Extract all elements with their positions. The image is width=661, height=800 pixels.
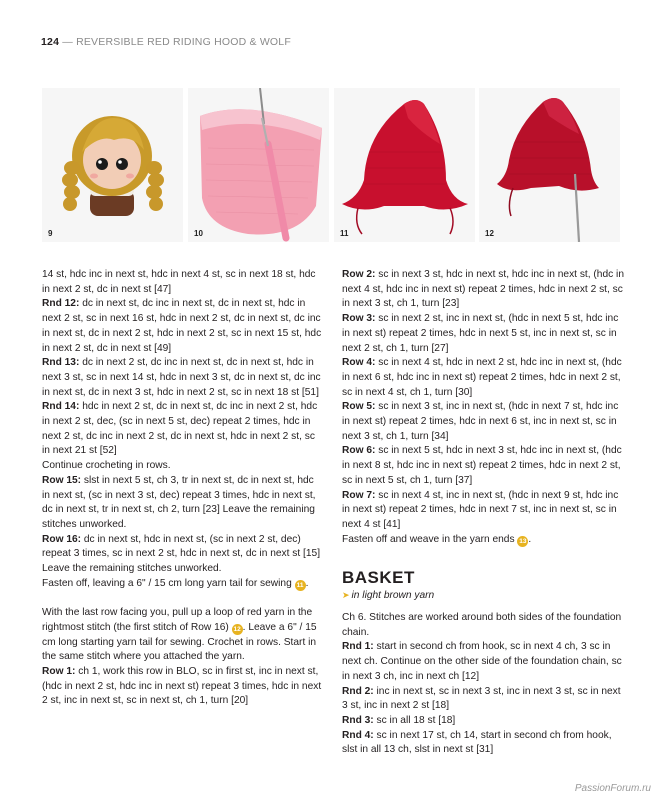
row-text: sc in all 18 st [18] <box>373 714 456 726</box>
row-label: Row 16: <box>42 533 82 545</box>
instruction-row-4 <box>342 356 624 400</box>
row-text: dc in next st, dc inc in next st, dc in next st, hdc in next 2 st, sc in next 16 st, hdc in next 2 st, dc in next st, dc inc in next st, dc in next 2 st, hdc in next 2 st, sc in next 15 st, hdc in next 2 st, dc in next st [49] <box>42 298 322 354</box>
instruction-row-3 <box>342 312 624 356</box>
section-heading-basket: BASKET <box>342 568 415 588</box>
instruction-basket-rnd-4 <box>342 729 624 758</box>
photo-number: 9 <box>48 229 53 238</box>
row-label: Rnd 1: <box>342 641 374 653</box>
instruction-row-7 <box>342 489 624 533</box>
paragraph: 14 st, hdc inc in next st, hdc in next 4 st, sc in next 18 st, hdc in next 2 st, dc in next st [47] <box>42 269 316 295</box>
row-text: ch 1, work this row in BLO, sc in first st, inc in next st, (hdc in next 2 st, hdc inc in next st) repeat 3 times, hdc in next 2 st, inc in next st, sc in next st, ch 1, turn [20] <box>42 665 322 707</box>
row-label: Rnd 13: <box>42 357 80 369</box>
right-column <box>342 268 624 758</box>
row-label: Rnd 14: <box>42 401 80 413</box>
row-label: Row 5: <box>342 401 376 413</box>
row-text: dc in next st, hdc in next st, (sc in next 2 st, dec) repeat 3 times, sc in next 2 st, hdc in next st, dc in next st [15] Leave the remaining stitches unworked. <box>42 533 321 575</box>
row-text: dc in next 2 st, dc inc in next st, dc in next st, hdc in next 3 st, sc in next 14 st, hdc in next 3 st, dc in next st, dc inc in next st, dc in next 3 st, hdc in next 2 st, sc in next 18 st [51] <box>42 357 321 398</box>
row-label: Rnd 2: <box>342 685 374 697</box>
row-text: sc in next 3 st, hdc in next st, hdc inc in next st, (hdc in next 4 st, hdc inc in next st) repeat 2 times, hdc in next 2 st, sc in next 3 st, ch 1, turn [23] <box>342 269 624 310</box>
section-subtitle <box>342 588 624 603</box>
row-text: hdc in next 2 st, dc in next st, dc inc in next 2 st, hdc in next 2 st, dec, (sc in next 5 st, dec) repeat 2 times, hdc in next 2 st, dc inc in next 2 st, dc in next st, hdc in next 2 st, sc in next 21 st [52] <box>42 401 318 457</box>
chapter-title: REVERSIBLE RED RIDING HOOD & WOLF <box>76 36 291 48</box>
instruction-basket-rnd-3 <box>342 714 624 729</box>
instruction-basket-rnd-2 <box>342 685 624 714</box>
row-label: Rnd 4: <box>342 729 374 741</box>
separator: — <box>59 36 77 48</box>
page-number: 124 <box>41 36 60 48</box>
row-text: slst in next 5 st, ch 3, tr in next st, dc in next st, hdc in next st, (sc in next 3 st, dec) repeat 3 times, hdc in next st, dc in next st, tr in next st, ch 2, turn [23] Leave the remaining stitches unworked. <box>42 474 316 530</box>
text: With the last row facing you, pull up a loop of red yarn in the rightmost stitch (the first stitch of Row 16) <box>42 607 313 633</box>
instruction-row-1 <box>42 665 324 709</box>
period: . <box>305 577 309 589</box>
row-label: Row 6: <box>342 445 376 457</box>
row-text: sc in next 4 st, hdc in next 2 st, hdc inc in next st, (hdc in next 6 st, hdc inc in next st) repeat 2 times, hdc in next 2 st, sc in next 4 st, ch 1, turn [30] <box>342 357 622 398</box>
row-text: sc in next 3 st, inc in next st, (hdc in next 7 st, hdc inc in next st) repeat 2 times, hdc in next 6 st, inc in next st, sc in next 3 st, ch 1, turn [34] <box>342 401 619 442</box>
photo-pink-hood <box>188 88 329 242</box>
photo-marker-icon: 11 <box>295 580 306 591</box>
row-label: Rnd 12: <box>42 298 80 310</box>
watermark: PassionForum.ru <box>574 783 651 794</box>
instruction-row-15 <box>42 474 324 533</box>
instruction-basket-rnd-1 <box>342 640 624 684</box>
photo-doll-head <box>42 88 183 242</box>
instruction-row-16 <box>42 533 324 577</box>
photo-marker-icon: 12 <box>233 625 241 633</box>
photo-number: 11 <box>340 229 349 238</box>
running-header <box>41 36 291 48</box>
text: . Leave a 6" / 15 cm long starting yarn tail for sewing. Crochet in rows. Start in the same stitch where you attached the yarn. <box>42 621 317 663</box>
photo-number: 12 <box>485 229 494 238</box>
photo-red-hood-hook <box>479 88 620 242</box>
photo-marker-icon: 13 <box>519 537 527 545</box>
row-label: Row 15: <box>42 474 82 486</box>
fasten-off-paragraph <box>342 533 624 548</box>
fasten-text: Fasten off, leaving a 6" / 15 cm long yarn tail for sewing <box>42 577 292 589</box>
instruction-rnd-12 <box>42 297 324 356</box>
instruction-row-2 <box>342 268 624 312</box>
instruction-row-5 <box>342 400 624 444</box>
row-label: Row 4: <box>342 357 376 369</box>
row-text: inc in next st, sc in next 3 st, inc in next 3 st, sc in next 3 st, inc in next 2 st [18] <box>342 685 621 712</box>
row-text: sc in next 17 st, ch 14, start in second ch from hook, slst in all 13 ch, slst in next st [31] <box>342 729 612 756</box>
paragraph: Ch 6. Stitches are worked around both sides of the foundation chain. <box>342 612 622 638</box>
row-label: Row 1: <box>42 665 76 677</box>
fasten-off-paragraph <box>42 577 324 592</box>
row-text: sc in next 2 st, inc in next st, (hdc in next 5 st, hdc inc in next st) repeat 2 times, hdc in next 5 st, inc in next st, sc in next 2 st, ch 1, turn [27] <box>342 313 619 354</box>
subtitle-text: in light brown yarn <box>351 590 435 602</box>
with-last-row-paragraph <box>42 606 324 665</box>
instruction-rnd-13 <box>42 356 324 400</box>
row-label: Row 3: <box>342 313 376 325</box>
row-text: sc in next 4 st, inc in next st, (hdc in next 9 st, hdc inc in next st) repeat 2 times, hdc in next 7 st, inc in next st, sc in next 4 st [41] <box>342 489 619 530</box>
instruction-row-6 <box>342 444 624 488</box>
row-text: start in second ch from hook, sc in next 4 ch, 3 sc in next ch. Continue on the other side of the foundation chain, sc in next 3 ch, inc in next ch [12] <box>342 641 622 682</box>
arrow-right-icon: ➤ <box>342 590 350 601</box>
fasten-text: Fasten off and weave in the yarn ends <box>342 533 515 545</box>
left-column <box>42 268 324 709</box>
row-label: Row 2: <box>342 269 376 280</box>
photo-number: 10 <box>194 229 203 238</box>
row-label: Rnd 3: <box>342 714 374 726</box>
instruction-rnd-14 <box>42 400 324 459</box>
paragraph: Continue crocheting in rows. <box>42 460 171 472</box>
photo-red-hood <box>334 88 475 242</box>
row-label: Row 7: <box>342 489 376 501</box>
photo-strip <box>42 88 620 242</box>
row-text: sc in next 5 st, hdc in next 3 st, hdc inc in next st, (hdc in next 8 st, hdc inc in next st) repeat 2 times, hdc in next 2 st, sc in next 5 st, ch 1, turn [37] <box>342 445 622 486</box>
period: . <box>528 533 532 545</box>
